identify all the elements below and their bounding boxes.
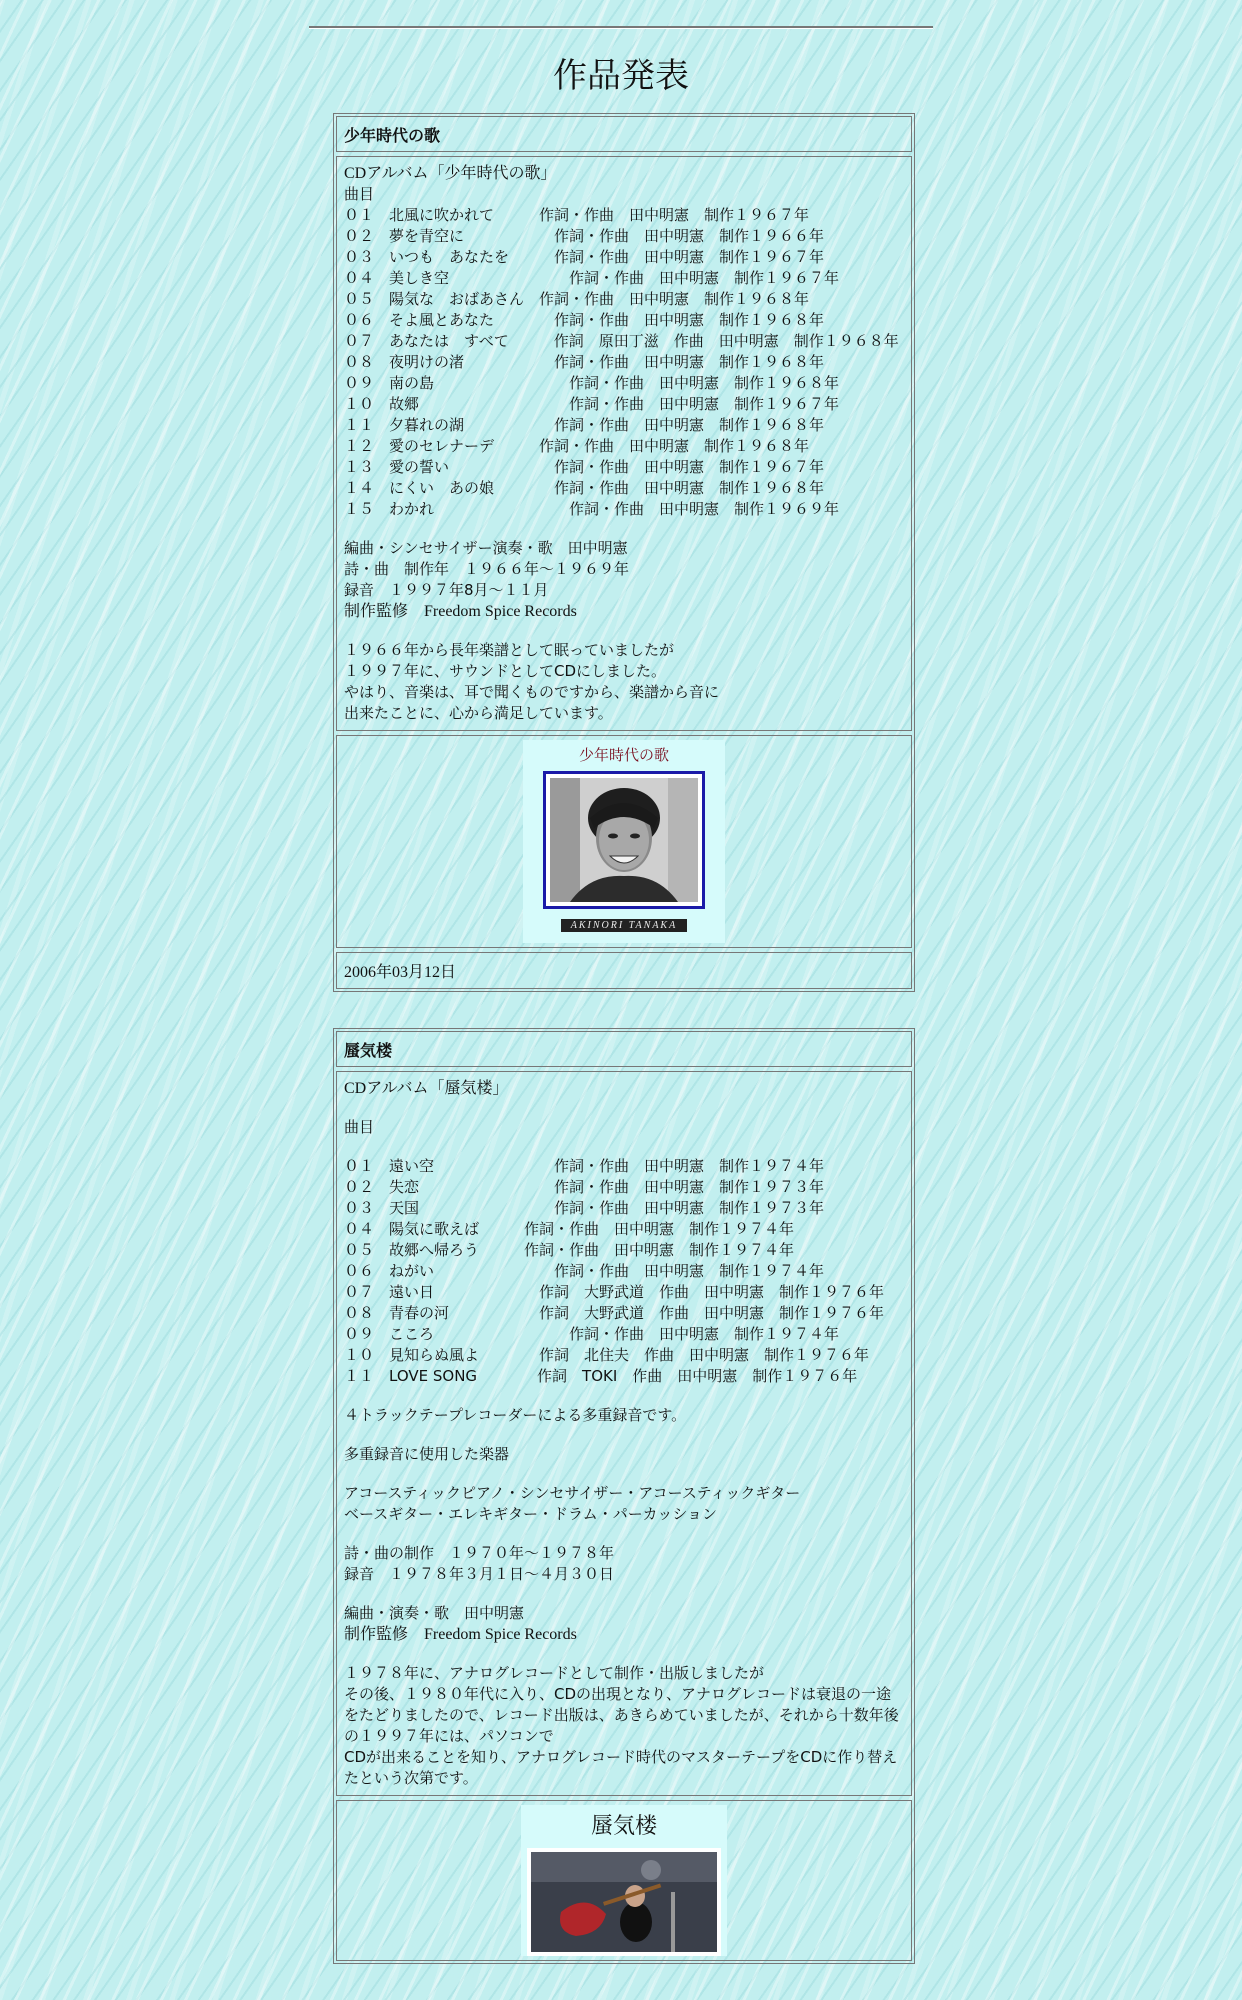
description-line: 制作監修 Freedom Spice Records	[344, 603, 577, 620]
blank-line	[344, 1585, 904, 1603]
artist-name-strip: AKINORI TANAKA	[561, 919, 687, 932]
description-line: ０２ 夢を青空に 作詞・作曲 田中明憲 制作１９６６年	[344, 227, 825, 245]
description-line: その後、１９８０年代に入り、CDの出現となり、アナログレコードは衰退の一途をたどりましたので、レコード出版は、あきらめていましたが、それから十数年後の１９９７年には、パソコンで	[344, 1685, 899, 1745]
publish-date: 2006年03月12日	[336, 952, 912, 989]
work-description	[336, 156, 912, 731]
description-line: 制作監修 Freedom Spice Records	[344, 1626, 577, 1643]
description-line: １４ にくい あの娘 作詞・作曲 田中明憲 制作１９６８年	[344, 479, 825, 497]
album-cover-cell	[336, 735, 912, 948]
description-line: １０ 故郷 作詞・作曲 田中明憲 制作１９６７年	[344, 395, 840, 413]
description-line: ０３ 天国 作詞・作曲 田中明憲 制作１９７３年	[344, 1199, 825, 1217]
description-line: ０８ 青春の河 作詞 大野武道 作曲 田中明憲 制作１９７６年	[344, 1304, 885, 1322]
description-line: １３ 愛の誓い 作詞・作曲 田中明憲 制作１９６７年	[344, 458, 825, 476]
description-line: ０４ 美しき空 作詞・作曲 田中明憲 制作１９６７年	[344, 269, 840, 287]
work-table-2	[333, 1028, 915, 1964]
work-description	[336, 1071, 912, 1796]
description-line: ０６ そよ風とあなた 作詞・作曲 田中明憲 制作１９６８年	[344, 311, 825, 329]
description-line: ０９ 南の島 作詞・作曲 田中明憲 制作１９６８年	[344, 374, 840, 392]
description-line: １１ 夕暮れの湖 作詞・作曲 田中明憲 制作１９６８年	[344, 416, 825, 434]
blank-line	[344, 1645, 904, 1663]
description-line: ０１ 遠い空 作詞・作曲 田中明憲 制作１９７４年	[344, 1157, 825, 1175]
blank-line	[344, 1426, 904, 1444]
description-line: アコースティックピアノ・シンセサイザー・アコースティックギター	[344, 1484, 801, 1502]
description-line: ０７ あなたは すべて 作詞 原田丁滋 作曲 田中明憲 制作１９６８年	[344, 332, 899, 350]
description-line: 出来たことに、心から満足しています。	[344, 704, 613, 722]
description-line: 曲目	[344, 1118, 375, 1136]
work-title: 少年時代の歌	[336, 116, 912, 152]
blank-line	[344, 1099, 904, 1117]
description-line: CDアルバム「蜃気楼」	[344, 1080, 509, 1097]
description-line: ０６ ねがい 作詞・作曲 田中明憲 制作１９７４年	[344, 1262, 825, 1280]
work-title: 蜃気楼	[336, 1031, 912, 1067]
description-line: ０２ 失恋 作詞・作曲 田中明憲 制作１９７３年	[344, 1178, 825, 1196]
description-line: 詩・曲の制作 １９７０年～１９７８年	[344, 1544, 615, 1562]
description-line: 録音 １９９７年8月～１１月	[344, 581, 549, 599]
description-line: １９６６年から長年楽譜として眠っていましたが	[344, 641, 675, 659]
description-line: 多重録音に使用した楽器	[344, 1445, 510, 1463]
blank-line	[344, 1138, 904, 1156]
description-line: ０５ 故郷へ帰ろう 作詞・作曲 田中明憲 制作１９７４年	[344, 1241, 795, 1259]
description-line: 編曲・演奏・歌 田中明憲	[344, 1604, 525, 1622]
description-line: 詩・曲 制作年 １９６６年～１９６９年	[344, 560, 630, 578]
description-line: １９９７年に、サウンドとしてCDにしました。	[344, 662, 667, 680]
description-line: やはり、音楽は、耳で聞くものですから、楽譜から音に	[344, 683, 720, 701]
band-photo	[527, 1848, 721, 1956]
album-photo-frame	[543, 771, 705, 909]
description-line: ０９ こころ 作詞・作曲 田中明憲 制作１９７４年	[344, 1325, 840, 1343]
album-cover-cell	[336, 1800, 912, 1961]
description-line: ベースギター・エレキギター・ドラム・パーカッション	[344, 1505, 718, 1523]
blank-line	[344, 622, 904, 640]
description-line: ４トラックテープレコーダーによる多重録音です。	[344, 1406, 687, 1424]
blank-line	[344, 1465, 904, 1483]
description-line: CDアルバム「少年時代の歌」	[344, 165, 557, 182]
description-line: 録音 １９７８年３月１日～４月３０日	[344, 1565, 615, 1583]
description-line: 曲目	[344, 185, 375, 203]
description-line: １９７８年に、アナログレコードとして制作・出版しましたが	[344, 1664, 765, 1682]
album-cover	[523, 740, 725, 943]
work-table-1	[333, 113, 915, 992]
description-line: 編曲・シンセサイザー演奏・歌 田中明憲	[344, 539, 628, 557]
description-line: １０ 見知らぬ風よ 作詞 北住夫 作曲 田中明憲 制作１９７６年	[344, 1346, 870, 1364]
description-line: ０４ 陽気に歌えば 作詞・作曲 田中明憲 制作１９７４年	[344, 1220, 795, 1238]
description-line: １２ 愛のセレナーデ 作詞・作曲 田中明憲 制作１９６８年	[344, 437, 810, 455]
description-line: ０１ 北風に吹かれて 作詞・作曲 田中明憲 制作１９６７年	[344, 206, 810, 224]
blank-line	[344, 520, 904, 538]
description-line: ０３ いつも あなたを 作詞・作曲 田中明憲 制作１９６７年	[344, 248, 825, 266]
description-line: １１ LOVE SONG 作詞 TOKI 作曲 田中明憲 制作１９７６年	[344, 1367, 858, 1385]
page-title: 作品発表	[553, 56, 689, 96]
description-line: CDが出来ることを知り、アナログレコード時代のマスターテープをCDに作り替えたという次第です。	[344, 1748, 898, 1787]
description-line: １５ わかれ 作詞・作曲 田中明憲 制作１９６９年	[344, 500, 840, 518]
portrait-photo	[550, 778, 698, 902]
description-line: ０７ 遠い日 作詞 大野武道 作曲 田中明憲 制作１９７６年	[344, 1283, 885, 1301]
description-line: ０５ 陽気な おばあさん 作詞・作曲 田中明憲 制作１９６８年	[344, 290, 810, 308]
album-cover-caption: 蜃気楼	[590, 1814, 657, 1839]
description-line: ０８ 夜明けの渚 作詞・作曲 田中明憲 制作１９６８年	[344, 353, 825, 371]
top-horizontal-rule	[309, 26, 933, 29]
album-cover	[521, 1805, 727, 1956]
blank-line	[344, 1525, 904, 1543]
blank-line	[344, 1387, 904, 1405]
album-cover-caption: 少年時代の歌	[578, 748, 669, 764]
